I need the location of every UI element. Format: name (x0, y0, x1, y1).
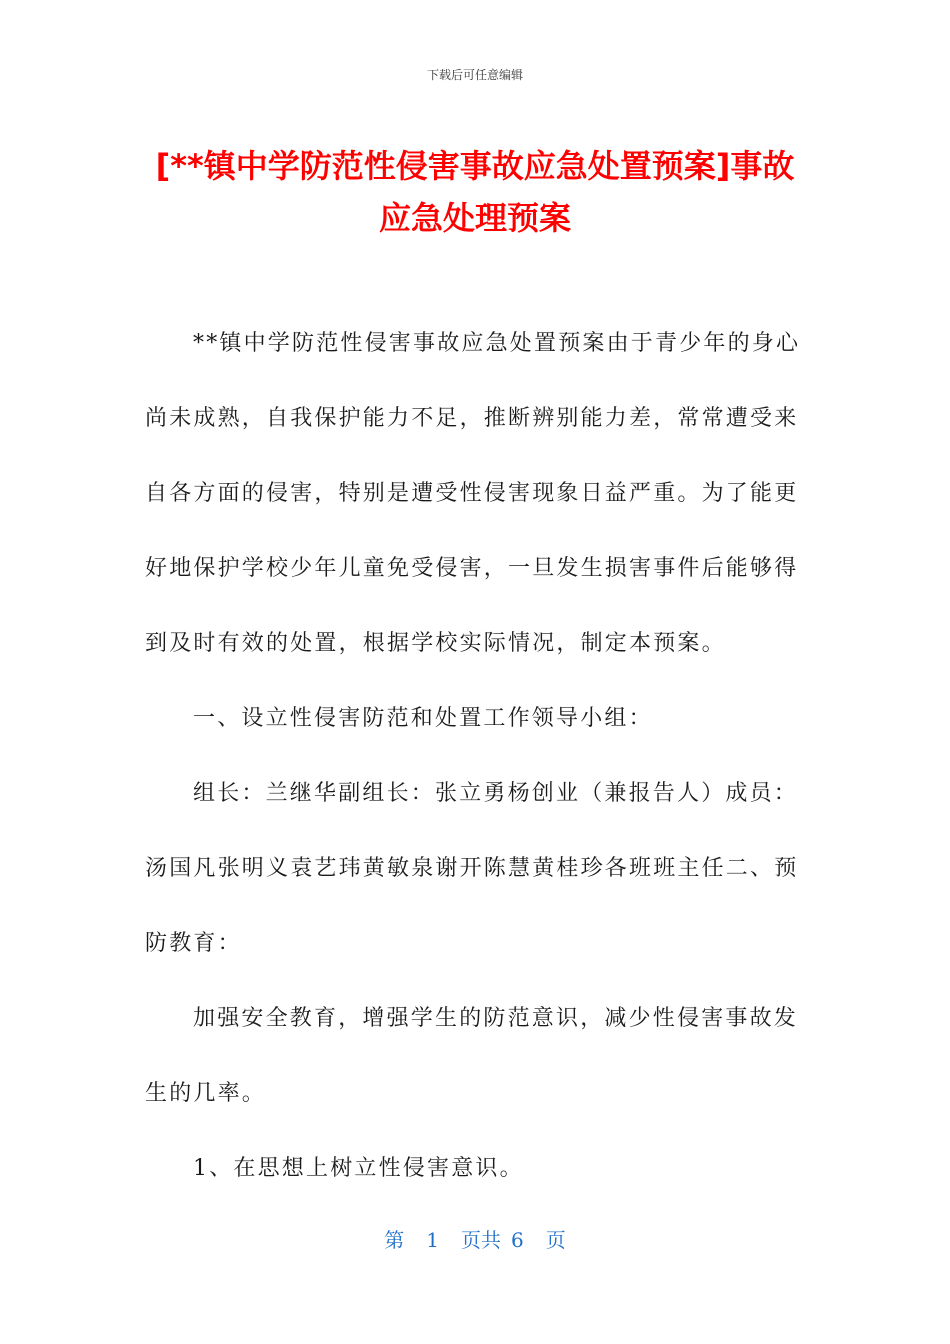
page-number: 1 (426, 1228, 439, 1252)
document-title (110, 140, 840, 244)
body-line: **镇中学防范性侵害事故应急处置预案由于青少年的身心 (193, 331, 801, 356)
page-prefix: 第 (384, 1228, 405, 1252)
page-mid: 页共 (461, 1228, 501, 1252)
document-body (145, 320, 800, 1220)
body-line: 生的几率。 (145, 1081, 267, 1106)
page-suffix: 页 (545, 1228, 566, 1252)
total-pages: 6 (511, 1228, 524, 1252)
body-line: 组长：兰继华副组长：张立勇杨创业（兼报告人）成员： (193, 781, 799, 806)
title-line-1: [**镇中学防范性侵害事故应急处置预案]事故 (155, 147, 795, 185)
section-heading: 一、设立性侵害防范和处置工作领导小组： (193, 706, 653, 731)
body-line: 加强安全教育，增强学生的防范意识，减少性侵害事故发 (193, 1006, 799, 1031)
page-footer (0, 1224, 950, 1253)
title-line-2: 应急处理预案 (378, 199, 571, 237)
header-note: 下载后可任意编辑 (426, 68, 523, 82)
body-line: 到及时有效的处置，根据学校实际情况，制定本预案。 (145, 631, 726, 656)
body-line: 好地保护学校少年儿童免受侵害，一旦发生损害事件后能够得 (145, 556, 799, 581)
body-line: 1、在思想上树立性侵害意识。 (193, 1156, 524, 1181)
body-line: 尚未成熟，自我保护能力不足，推断辨别能力差，常常遭受来 (145, 406, 799, 431)
body-line: 汤国凡张明义袁艺玮黄敏泉谢开陈慧黄桂珍各班班主任二、预 (145, 856, 799, 881)
body-line: 防教育： (145, 931, 242, 956)
body-line: 自各方面的侵害，特别是遭受性侵害现象日益严重。为了能更 (145, 481, 799, 506)
